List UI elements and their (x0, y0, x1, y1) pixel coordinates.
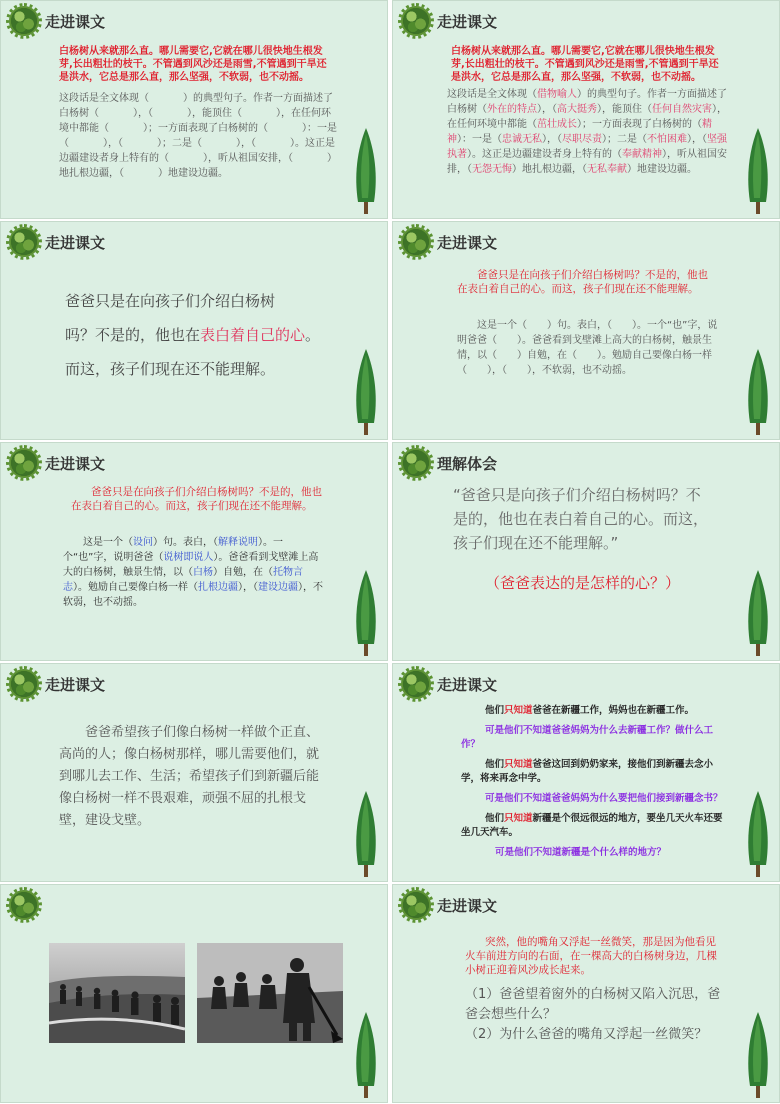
cypress-tree-icon (351, 568, 381, 656)
tree-logo-icon (9, 227, 39, 257)
cypress-tree-icon (743, 126, 773, 214)
cypress-tree-icon (743, 789, 773, 877)
fill-blank-paragraph: 这段话是全文体现（ ）的典型句子。作者一方面描述了白杨树（ ），（ ），能顶住（ ），在任何环境中都能（ ）；一方面表现了白杨树的（ ）：一是（ ），（ ）；二是（ ），（ ）。这正是边疆建设者身上特有的（ ），听从祖国安排，（ ）地扎根边疆，（ ）地建设边疆。 (59, 93, 337, 179)
red-quote: 爸爸只是在向孩子们介绍白杨树吗？不是的，他也在表白着自己的心。而这，孩子们现在还不能理解。 (457, 269, 708, 295)
red-quote: 突然，他的嘴角又浮起一丝微笑，那是因为他看见火车前进方向的右面，在一棵高大的白杨树身边，几棵小树正迎着风沙成长起来。 (465, 936, 717, 976)
slide-title: 走进课文 (45, 455, 106, 473)
list-item: 他们只知道新疆是个很远很远的地方，要坐几天火车还要坐几天汽车。 (461, 813, 723, 838)
questions (465, 985, 723, 1045)
tree-logo-icon (9, 890, 39, 920)
list-item: 他们只知道爸爸这回到奶奶家来，接他们到新疆去念小学，将来再念中学。 (461, 759, 714, 784)
cypress-tree-icon (351, 126, 381, 214)
slide-title: 走进课文 (437, 676, 498, 694)
answer-paragraph: 这段话是全文体现（借物喻人）的典型句子。作者一方面描述了白杨树（外在的特点），（高大挺秀），能顶住（任何自然灾害），在任何环境中都能（茁壮成长）；一方面表现了白杨树的（精神）：一是（忠诚无私），（尽职尽责）；二是（不怕困难），（坚强执著）。这正是边疆建设者身上特有的（奉献精神），听从祖国安排，（无怨无悔）地扎根边疆，（无私奉献）地建设边疆。 (447, 89, 727, 175)
slide-5[interactable] (0, 442, 388, 661)
tree-logo-icon (9, 6, 39, 36)
slide-1[interactable] (0, 0, 388, 219)
explanation-text: 爸爸希望孩子们像白杨树一样做个正直、高尚的人；像白杨树那样，哪儿需要他们，就到哪儿去工作、生活；希望孩子们到新疆后能像白杨树一样不畏艰难，顽强不屈的扎根戈壁，建设戈壁。 (59, 725, 320, 828)
slide-4[interactable] (392, 221, 780, 440)
fill-blank-paragraph: 这是一个（ ）句。表白，（ ）。一个“也”字，说明爸爸（ ）。爸爸看到戈壁滩上高大的白杨树，触景生情，以（ ）自勉，在（ ）。勉励自己要像白杨一样（ ），（ ），不软弱，也不动摇。 (457, 320, 718, 376)
question-item: （1）爸爸望着窗外的白杨树又陷入沉思，爸爸会想些什么？ (465, 987, 721, 1022)
tree-logo-icon (401, 6, 431, 36)
slide-title: 走进课文 (437, 13, 498, 31)
cypress-tree-icon (351, 1010, 381, 1098)
cypress-tree-icon (743, 347, 773, 435)
slide-9[interactable] (0, 884, 388, 1103)
tree-logo-icon (9, 448, 39, 478)
question-item: （2）为什么爸爸的嘴角又浮起一丝微笑？ (465, 1027, 708, 1042)
tree-logo-icon (9, 669, 39, 699)
question-item: 可是他们不知道爸爸妈妈为什么要把他们接到新疆念书？ (485, 793, 723, 804)
question-text: （爸爸表达的是怎样的心？） (485, 574, 681, 592)
red-quote: 白杨树从来就那么直。哪儿需要它,它就在哪儿很快地生根发芽,长出粗壮的枝干。不管遇到风沙还是雨雪,不管遇到干旱还是洪水，它总是那么直，那么坚强，不软弱，也不动摇。 (59, 46, 327, 83)
cypress-tree-icon (743, 1010, 773, 1098)
slide-title: 走进课文 (45, 676, 106, 694)
tree-logo-icon (401, 227, 431, 257)
cypress-tree-icon (351, 789, 381, 877)
red-quote: 爸爸只是在向孩子们介绍白杨树吗？不是的，他也在表白着自己的心。而这，孩子们现在还不能理解。 (71, 486, 322, 512)
tree-logo-icon (401, 890, 431, 920)
slide-title: 理解体会 (437, 455, 498, 473)
answer-paragraph: 这是一个（设问）句。表白，（解释说明）。一个“也”字，说明爸爸（说树即说人）。爸爸看到戈壁滩上高大的白杨树，触景生情，以（白杨）自勉，在（托物言志）。勉励自己要像白杨一样（扎根边疆），（建设边疆），不软弱，也不动摇。 (63, 537, 323, 608)
slide-6[interactable] (392, 442, 780, 661)
list-item: 他们只知道爸爸在新疆工作，妈妈也在新疆工作。 (485, 705, 695, 716)
question-item: 可是他们不知道爸爸妈妈为什么去新疆工作？做什么工作？ (461, 725, 714, 750)
cypress-tree-icon (351, 347, 381, 435)
slide-title: 走进课文 (437, 234, 498, 252)
question-item: 可是他们不知道新疆是个什么样的地方？ (495, 847, 667, 858)
slide-8[interactable] (392, 663, 780, 882)
slide-3[interactable] (0, 221, 388, 440)
slide-7[interactable] (0, 663, 388, 882)
slide-title: 走进课文 (437, 897, 498, 915)
slide-10[interactable] (392, 884, 780, 1103)
tree-logo-icon (401, 448, 431, 478)
red-quote: 白杨树从来就那么直。哪儿需要它,它就在哪儿很快地生根发芽,长出粗壮的枝干。不管遇到风沙还是雨雪,不管遇到干旱还是洪水，它总是那么直，那么坚强，不软弱，也不动摇。 (451, 46, 719, 83)
quote-text: “爸爸只是向孩子们介绍白杨树吗？不是的，他也在表白着自己的心。而这，孩子们现在还不能理解。” (453, 486, 709, 552)
cypress-tree-icon (743, 568, 773, 656)
big-quote: 爸爸只是在向孩子们介绍白杨树 吗？不是的，他也在表白着自己的心。 而这，孩子们现在还不能理解。 (65, 292, 321, 378)
historical-photo-marching (49, 943, 185, 1043)
historical-photo-farming (197, 943, 343, 1043)
slide-title: 走进课文 (45, 234, 106, 252)
tree-logo-icon (401, 669, 431, 699)
slide-2[interactable] (392, 0, 780, 219)
contrast-list (461, 704, 723, 860)
slide-title: 走进课文 (45, 13, 106, 31)
